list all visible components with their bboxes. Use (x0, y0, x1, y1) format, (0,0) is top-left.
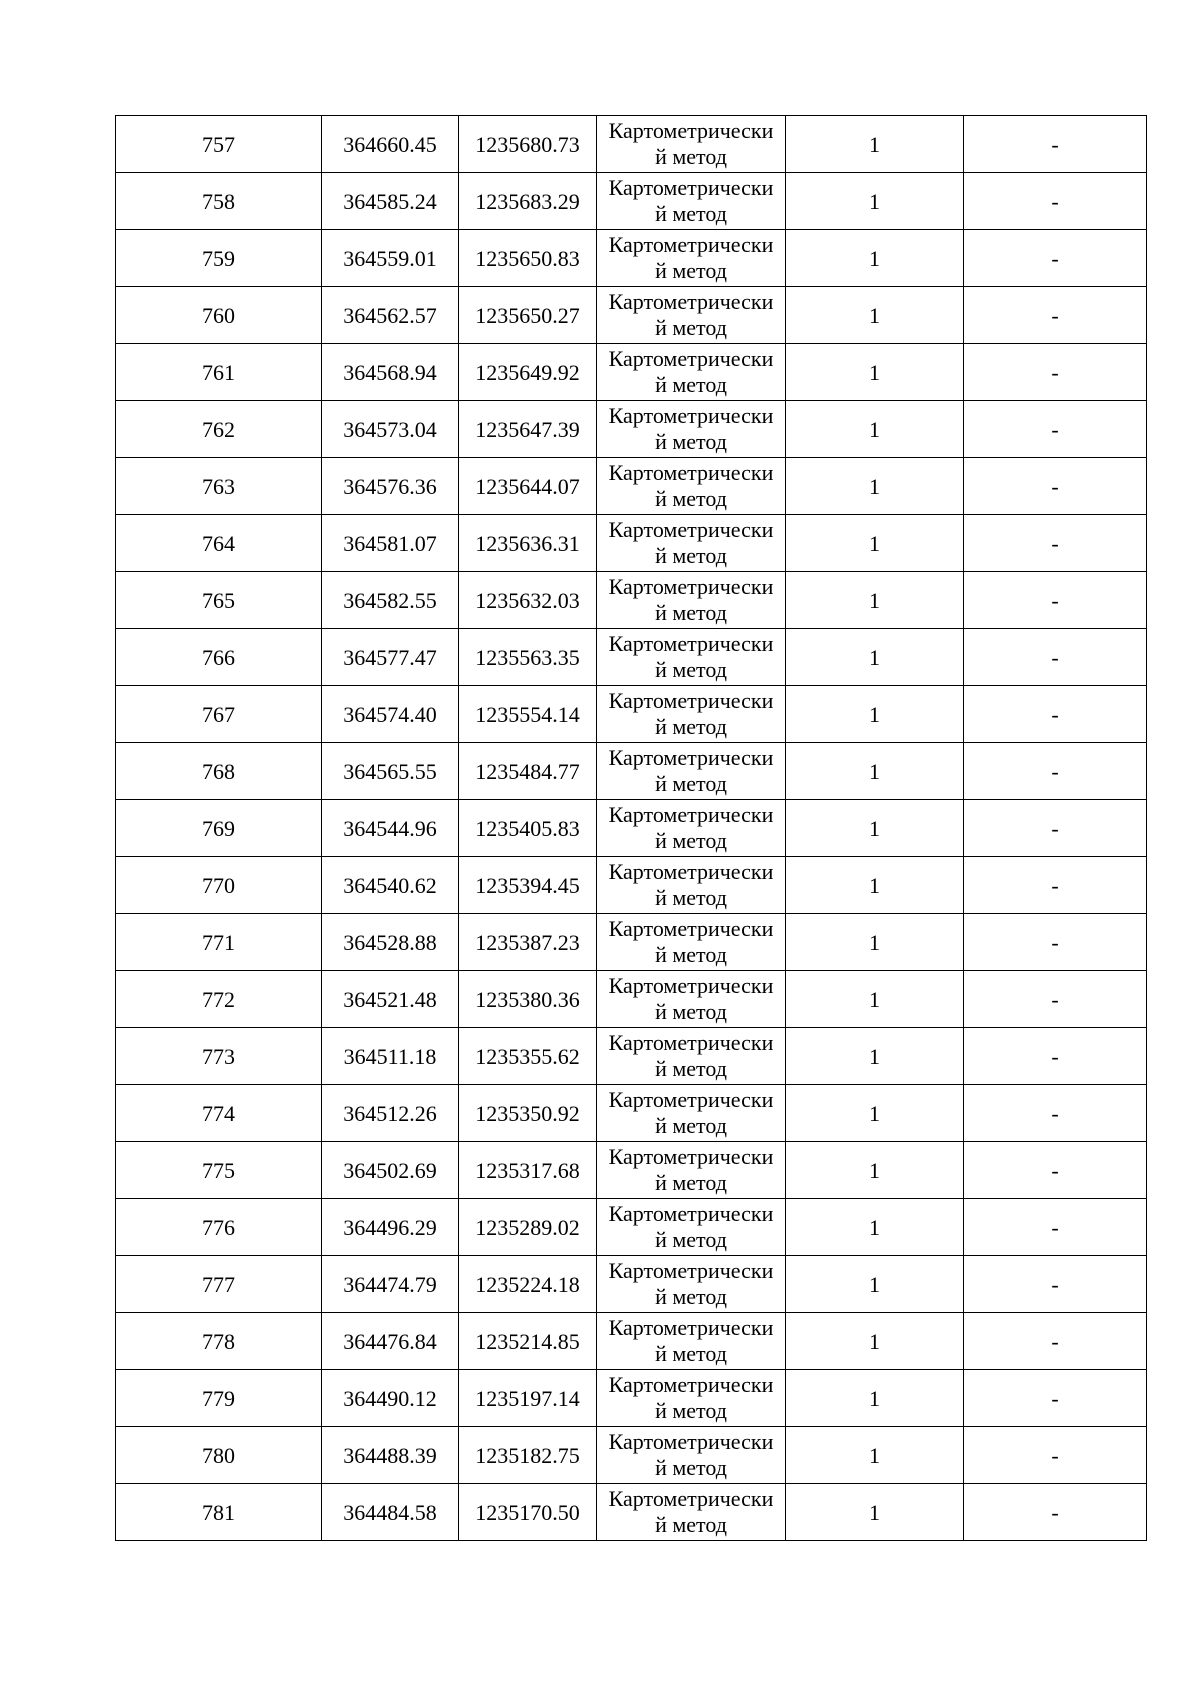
y-coordinate-cell: 1235214.85 (459, 1313, 597, 1370)
table-row (116, 857, 1147, 914)
x-coordinate-cell: 364496.29 (322, 1199, 459, 1256)
point-number-cell: 765 (116, 572, 322, 629)
note-cell: - (964, 857, 1147, 914)
point-number-cell: 779 (116, 1370, 322, 1427)
accuracy-cell: 1 (786, 287, 964, 344)
accuracy-cell: 1 (786, 1313, 964, 1370)
point-number-cell: 762 (116, 401, 322, 458)
y-coordinate-cell: 1235650.83 (459, 230, 597, 287)
table-row (116, 230, 1147, 287)
method-text: Картометрически й метод (608, 574, 774, 625)
accuracy-cell: 1 (786, 1370, 964, 1427)
table-row (116, 1085, 1147, 1142)
table-row (116, 458, 1147, 515)
table-row (116, 1142, 1147, 1199)
method-text: Картометрически й метод (608, 1429, 774, 1480)
x-coordinate-cell: 364512.26 (322, 1085, 459, 1142)
method-text: Картометрически й метод (608, 916, 774, 967)
y-coordinate-cell: 1235650.27 (459, 287, 597, 344)
x-coordinate-cell: 364576.36 (322, 458, 459, 515)
table-row (116, 629, 1147, 686)
table-row (116, 515, 1147, 572)
x-coordinate-cell: 364528.88 (322, 914, 459, 971)
note-cell: - (964, 1085, 1147, 1142)
accuracy-cell: 1 (786, 173, 964, 230)
table-row (116, 1370, 1147, 1427)
method-cell (597, 971, 786, 1028)
method-text: Картометрически й метод (608, 403, 774, 454)
y-coordinate-cell: 1235647.39 (459, 401, 597, 458)
method-text: Картометрически й метод (608, 289, 774, 340)
note-cell: - (964, 515, 1147, 572)
method-cell (597, 1085, 786, 1142)
table-row (116, 800, 1147, 857)
method-cell (597, 515, 786, 572)
method-text: Картометрически й метод (608, 802, 774, 853)
point-number-cell: 764 (116, 515, 322, 572)
method-cell (597, 743, 786, 800)
point-number-cell: 774 (116, 1085, 322, 1142)
point-number-cell: 772 (116, 971, 322, 1028)
table-row (116, 1427, 1147, 1484)
y-coordinate-cell: 1235554.14 (459, 686, 597, 743)
method-cell (597, 857, 786, 914)
method-cell (597, 344, 786, 401)
table-row (116, 116, 1147, 173)
point-number-cell: 776 (116, 1199, 322, 1256)
method-cell (597, 1142, 786, 1199)
accuracy-cell: 1 (786, 971, 964, 1028)
method-cell (597, 287, 786, 344)
method-cell (597, 629, 786, 686)
method-cell (597, 686, 786, 743)
x-coordinate-cell: 364559.01 (322, 230, 459, 287)
point-number-cell: 767 (116, 686, 322, 743)
y-coordinate-cell: 1235197.14 (459, 1370, 597, 1427)
x-coordinate-cell: 364488.39 (322, 1427, 459, 1484)
method-cell (597, 116, 786, 173)
y-coordinate-cell: 1235563.35 (459, 629, 597, 686)
note-cell: - (964, 971, 1147, 1028)
accuracy-cell: 1 (786, 1484, 964, 1541)
x-coordinate-cell: 364476.84 (322, 1313, 459, 1370)
note-cell: - (964, 1256, 1147, 1313)
note-cell: - (964, 173, 1147, 230)
x-coordinate-cell: 364540.62 (322, 857, 459, 914)
y-coordinate-cell: 1235484.77 (459, 743, 597, 800)
x-coordinate-cell: 364521.48 (322, 971, 459, 1028)
table-row (116, 686, 1147, 743)
table-body (116, 116, 1147, 1541)
coordinates-table (115, 115, 1147, 1541)
accuracy-cell: 1 (786, 857, 964, 914)
table-row (116, 173, 1147, 230)
note-cell: - (964, 287, 1147, 344)
method-cell (597, 1028, 786, 1085)
method-cell (597, 572, 786, 629)
y-coordinate-cell: 1235380.36 (459, 971, 597, 1028)
accuracy-cell: 1 (786, 629, 964, 686)
point-number-cell: 761 (116, 344, 322, 401)
point-number-cell: 757 (116, 116, 322, 173)
table-row (116, 743, 1147, 800)
method-cell (597, 1199, 786, 1256)
x-coordinate-cell: 364562.57 (322, 287, 459, 344)
x-coordinate-cell: 364474.79 (322, 1256, 459, 1313)
method-text: Картометрически й метод (608, 1144, 774, 1195)
point-number-cell: 771 (116, 914, 322, 971)
table-row (116, 287, 1147, 344)
accuracy-cell: 1 (786, 1427, 964, 1484)
point-number-cell: 780 (116, 1427, 322, 1484)
note-cell: - (964, 230, 1147, 287)
method-cell (597, 800, 786, 857)
accuracy-cell: 1 (786, 914, 964, 971)
accuracy-cell: 1 (786, 800, 964, 857)
table-row (116, 1199, 1147, 1256)
y-coordinate-cell: 1235683.29 (459, 173, 597, 230)
accuracy-cell: 1 (786, 1256, 964, 1313)
accuracy-cell: 1 (786, 230, 964, 287)
x-coordinate-cell: 364660.45 (322, 116, 459, 173)
table-row (116, 344, 1147, 401)
accuracy-cell: 1 (786, 1085, 964, 1142)
note-cell: - (964, 1142, 1147, 1199)
y-coordinate-cell: 1235649.92 (459, 344, 597, 401)
method-text: Картометрически й метод (608, 1030, 774, 1081)
y-coordinate-cell: 1235680.73 (459, 116, 597, 173)
note-cell: - (964, 458, 1147, 515)
x-coordinate-cell: 364502.69 (322, 1142, 459, 1199)
method-text: Картометрически й метод (608, 1315, 774, 1366)
method-text: Картометрически й метод (608, 1486, 774, 1537)
table-row (116, 572, 1147, 629)
point-number-cell: 763 (116, 458, 322, 515)
method-text: Картометрически й метод (608, 460, 774, 511)
x-coordinate-cell: 364577.47 (322, 629, 459, 686)
method-text: Картометрически й метод (608, 232, 774, 283)
note-cell: - (964, 743, 1147, 800)
method-text: Картометрически й метод (608, 1087, 774, 1138)
y-coordinate-cell: 1235405.83 (459, 800, 597, 857)
method-text: Картометрически й метод (608, 745, 774, 796)
x-coordinate-cell: 364585.24 (322, 173, 459, 230)
point-number-cell: 773 (116, 1028, 322, 1085)
y-coordinate-cell: 1235224.18 (459, 1256, 597, 1313)
method-text: Картометрически й метод (608, 1258, 774, 1309)
table-row (116, 914, 1147, 971)
y-coordinate-cell: 1235350.92 (459, 1085, 597, 1142)
method-text: Картометрически й метод (608, 1372, 774, 1423)
point-number-cell: 778 (116, 1313, 322, 1370)
accuracy-cell: 1 (786, 686, 964, 743)
note-cell: - (964, 1028, 1147, 1085)
method-text: Картометрически й метод (608, 973, 774, 1024)
accuracy-cell: 1 (786, 401, 964, 458)
method-text: Картометрически й метод (608, 1201, 774, 1252)
accuracy-cell: 1 (786, 344, 964, 401)
y-coordinate-cell: 1235355.62 (459, 1028, 597, 1085)
note-cell: - (964, 629, 1147, 686)
table-row (116, 1028, 1147, 1085)
y-coordinate-cell: 1235170.50 (459, 1484, 597, 1541)
table-row (116, 1313, 1147, 1370)
note-cell: - (964, 1484, 1147, 1541)
note-cell: - (964, 1370, 1147, 1427)
method-cell (597, 458, 786, 515)
table-row (116, 401, 1147, 458)
accuracy-cell: 1 (786, 1199, 964, 1256)
table-row (116, 1256, 1147, 1313)
y-coordinate-cell: 1235182.75 (459, 1427, 597, 1484)
method-text: Картометрически й метод (608, 688, 774, 739)
method-text: Картометрически й метод (608, 631, 774, 682)
x-coordinate-cell: 364490.12 (322, 1370, 459, 1427)
accuracy-cell: 1 (786, 515, 964, 572)
y-coordinate-cell: 1235387.23 (459, 914, 597, 971)
point-number-cell: 777 (116, 1256, 322, 1313)
accuracy-cell: 1 (786, 743, 964, 800)
x-coordinate-cell: 364573.04 (322, 401, 459, 458)
note-cell: - (964, 401, 1147, 458)
x-coordinate-cell: 364574.40 (322, 686, 459, 743)
point-number-cell: 758 (116, 173, 322, 230)
method-cell (597, 401, 786, 458)
method-cell (597, 1370, 786, 1427)
note-cell: - (964, 800, 1147, 857)
method-cell (597, 173, 786, 230)
x-coordinate-cell: 364582.55 (322, 572, 459, 629)
x-coordinate-cell: 364565.55 (322, 743, 459, 800)
method-text: Картометрически й метод (608, 118, 774, 169)
method-text: Картометрически й метод (608, 346, 774, 397)
note-cell: - (964, 1313, 1147, 1370)
note-cell: - (964, 572, 1147, 629)
y-coordinate-cell: 1235394.45 (459, 857, 597, 914)
point-number-cell: 759 (116, 230, 322, 287)
y-coordinate-cell: 1235317.68 (459, 1142, 597, 1199)
point-number-cell: 775 (116, 1142, 322, 1199)
method-text: Картометрически й метод (608, 517, 774, 568)
x-coordinate-cell: 364581.07 (322, 515, 459, 572)
y-coordinate-cell: 1235632.03 (459, 572, 597, 629)
point-number-cell: 770 (116, 857, 322, 914)
method-cell (597, 914, 786, 971)
x-coordinate-cell: 364484.58 (322, 1484, 459, 1541)
note-cell: - (964, 914, 1147, 971)
method-cell (597, 1256, 786, 1313)
note-cell: - (964, 1427, 1147, 1484)
x-coordinate-cell: 364568.94 (322, 344, 459, 401)
point-number-cell: 760 (116, 287, 322, 344)
x-coordinate-cell: 364544.96 (322, 800, 459, 857)
method-cell (597, 1313, 786, 1370)
method-cell (597, 230, 786, 287)
note-cell: - (964, 116, 1147, 173)
note-cell: - (964, 686, 1147, 743)
accuracy-cell: 1 (786, 116, 964, 173)
x-coordinate-cell: 364511.18 (322, 1028, 459, 1085)
note-cell: - (964, 1199, 1147, 1256)
point-number-cell: 781 (116, 1484, 322, 1541)
note-cell: - (964, 344, 1147, 401)
y-coordinate-cell: 1235289.02 (459, 1199, 597, 1256)
y-coordinate-cell: 1235636.31 (459, 515, 597, 572)
method-cell (597, 1484, 786, 1541)
accuracy-cell: 1 (786, 1142, 964, 1199)
accuracy-cell: 1 (786, 458, 964, 515)
method-cell (597, 1427, 786, 1484)
table-row (116, 1484, 1147, 1541)
table-row (116, 971, 1147, 1028)
point-number-cell: 766 (116, 629, 322, 686)
point-number-cell: 768 (116, 743, 322, 800)
accuracy-cell: 1 (786, 1028, 964, 1085)
point-number-cell: 769 (116, 800, 322, 857)
accuracy-cell: 1 (786, 572, 964, 629)
method-text: Картометрически й метод (608, 859, 774, 910)
method-text: Картометрически й метод (608, 175, 774, 226)
y-coordinate-cell: 1235644.07 (459, 458, 597, 515)
